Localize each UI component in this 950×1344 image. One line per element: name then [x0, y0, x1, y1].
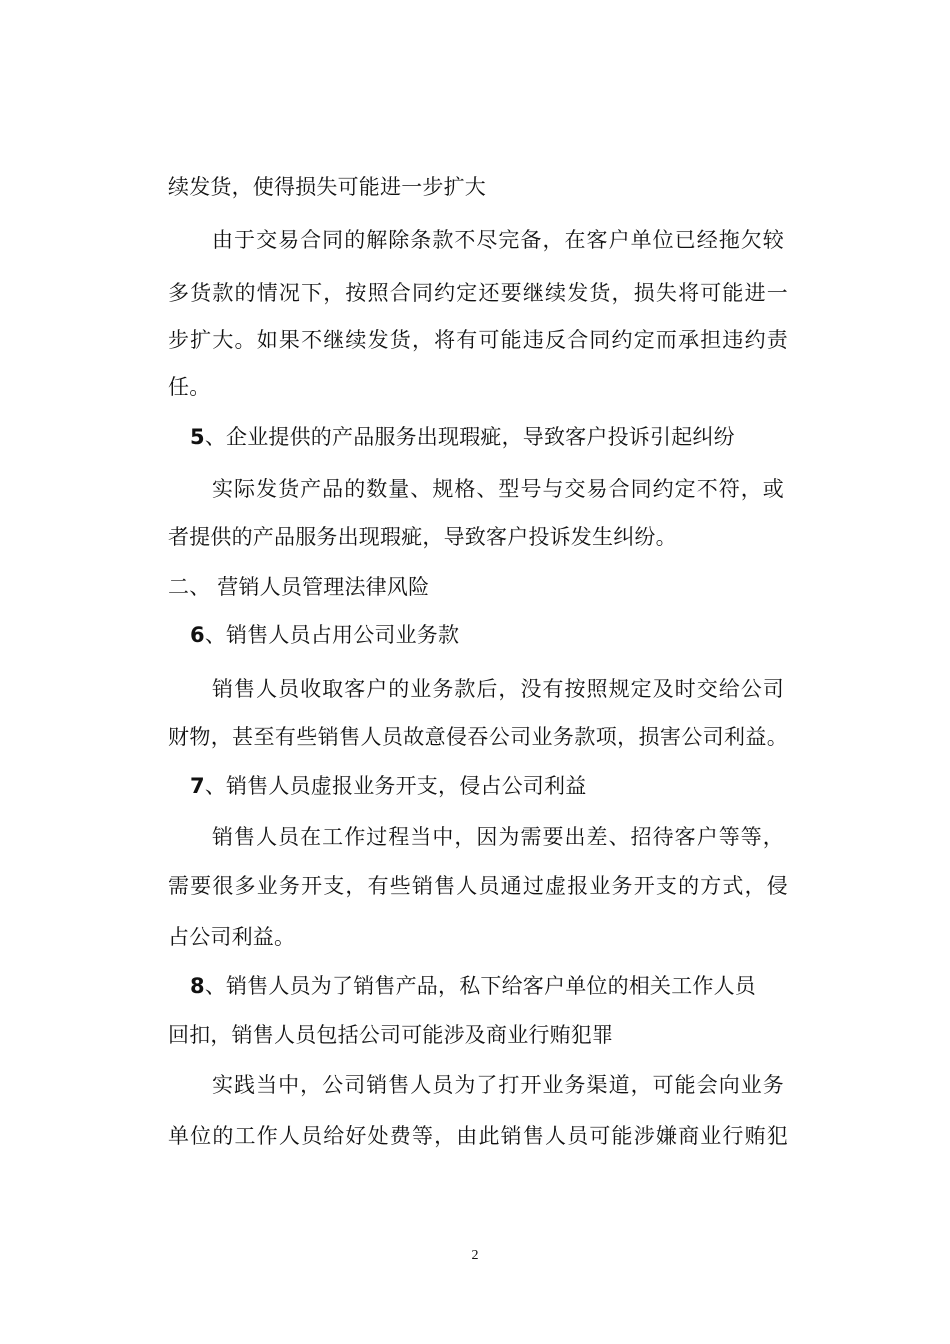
heading-number: 7: [190, 774, 205, 798]
section-heading-8: [190, 971, 788, 1001]
heading-text: 、销售人员为了销售产品，私下给客户单位的相关工作人员: [204, 974, 757, 998]
section-heading-5: [190, 422, 810, 452]
page-number: 2: [471, 1248, 479, 1263]
paragraph-line: [212, 674, 784, 704]
section-title: 二、 营销人员管理法律风险: [168, 575, 430, 599]
section-heading-7: [190, 771, 810, 801]
paragraph-line: 占公司利益。: [168, 925, 296, 949]
paragraph-line: 步扩大。如果不继续发货，将有可能违反合同约定而承担违约责: [168, 328, 788, 352]
paragraph-line: 多货款的情况下，按照合同约定还要继续发货，损失将可能进一: [168, 281, 788, 305]
paragraph-line: 回扣，销售人员包括公司可能涉及商业行贿犯罪: [168, 1023, 614, 1047]
paragraph-line: 单位的工作人员给好处费等，由此销售人员可能涉嫌商业行贿犯: [168, 1124, 788, 1148]
paragraph-line: 任。: [168, 375, 211, 399]
paragraph-line: [212, 225, 784, 255]
paragraph-line: 财物，甚至有些销售人员故意侵吞公司业务款项，损害公司利益。: [168, 725, 788, 749]
paragraph-text: 销售人员在工作过程当中，因为需要出差、招待客户等等，: [212, 825, 784, 849]
paragraph-line: 需要很多业务开支，有些销售人员通过虚报业务开支的方式，侵: [168, 874, 788, 898]
paragraph-line: [212, 822, 784, 852]
heading-number: 8: [190, 974, 205, 998]
heading-number: 5: [190, 425, 205, 449]
paragraph-text: 实践当中，公司销售人员为了打开业务渠道，可能会向业务: [212, 1073, 784, 1097]
paragraph-text: 销售人员收取客户的业务款后，没有按照规定及时交给公司: [212, 677, 784, 701]
heading-text: 、销售人员占用公司业务款: [204, 623, 460, 647]
paragraph-line: [212, 474, 784, 504]
paragraph-line: 续发货，使得损失可能进一步扩大: [168, 175, 486, 199]
heading-text: 、销售人员虚报业务开支，侵占公司利益: [204, 774, 587, 798]
heading-number: 6: [190, 623, 205, 647]
paragraph-line: [212, 1070, 784, 1100]
paragraph-text: 实际发货产品的数量、规格、型号与交易合同约定不符，或: [212, 477, 784, 501]
section-heading-6: [190, 620, 810, 650]
paragraph-line: 者提供的产品服务出现瑕疵，导致客户投诉发生纠纷。: [168, 525, 677, 549]
heading-text: 、企业提供的产品服务出现瑕疵，导致客户投诉引起纠纷: [204, 425, 735, 449]
paragraph-text: 由于交易合同的解除条款不尽完备，在客户单位已经拖欠较: [212, 228, 784, 252]
